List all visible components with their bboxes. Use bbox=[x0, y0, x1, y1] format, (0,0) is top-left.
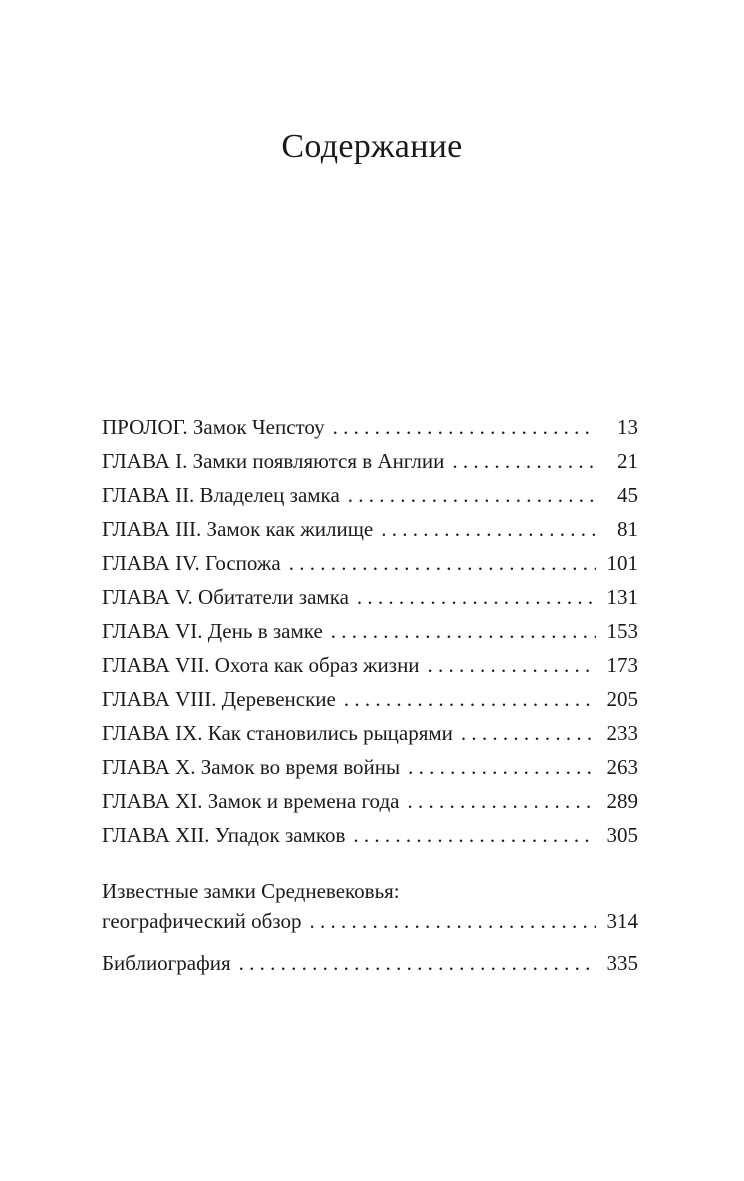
dot-leader bbox=[357, 580, 596, 614]
toc-entry-chapter-4[interactable] bbox=[102, 546, 638, 580]
toc-entry-label: ГЛАВА VIII. Деревенские bbox=[102, 687, 336, 711]
toc-entry-chapter-5[interactable] bbox=[102, 580, 638, 614]
dot-leader bbox=[452, 444, 596, 478]
toc-entry-page: 45 bbox=[617, 483, 638, 507]
toc-entry-label: Библиография bbox=[102, 951, 231, 975]
toc-entry-page: 263 bbox=[606, 755, 638, 779]
toc-entry-page: 173 bbox=[606, 653, 638, 677]
toc-entry-label-line1: Известные замки Средневековья: bbox=[102, 879, 400, 903]
toc-entry-label: ГЛАВА II. Владелец замка bbox=[102, 483, 340, 507]
toc-entry-page: 13 bbox=[617, 415, 638, 439]
toc-entry-chapter-3[interactable] bbox=[102, 512, 638, 546]
toc-entry-page: 205 bbox=[606, 687, 638, 711]
toc-entry-page: 81 bbox=[617, 517, 638, 541]
toc-entry-prologue[interactable] bbox=[102, 410, 638, 444]
dot-leader bbox=[239, 946, 596, 980]
toc-entry-label: ПРОЛОГ. Замок Чепстоу bbox=[102, 415, 325, 439]
dot-leader bbox=[428, 648, 596, 682]
toc-entry-page: 233 bbox=[606, 721, 638, 745]
dot-leader bbox=[353, 818, 596, 852]
toc-entry-chapter-6[interactable] bbox=[102, 614, 638, 648]
toc-entry-chapter-12[interactable] bbox=[102, 818, 638, 852]
toc-entry-chapter-10[interactable] bbox=[102, 750, 638, 784]
dot-leader bbox=[348, 478, 596, 512]
dot-leader bbox=[407, 784, 596, 818]
toc-entry-label: ГЛАВА X. Замок во время войны bbox=[102, 755, 401, 779]
toc-entry-appendix-line2 bbox=[102, 904, 638, 938]
table-of-contents bbox=[102, 410, 638, 980]
toc-entry-page: 289 bbox=[606, 789, 638, 813]
dot-leader bbox=[344, 682, 596, 716]
spacer bbox=[102, 852, 638, 874]
dot-leader bbox=[289, 546, 596, 580]
toc-entry-label: ГЛАВА I. Замки появляются в Англии bbox=[102, 449, 445, 473]
toc-entry-page: 305 bbox=[606, 823, 638, 847]
toc-entry-page: 153 bbox=[606, 619, 638, 643]
spacer bbox=[102, 938, 638, 946]
toc-entry-label: ГЛАВА IV. Госпожа bbox=[102, 551, 281, 575]
toc-entry-label: ГЛАВА VII. Охота как образ жизни bbox=[102, 653, 420, 677]
chapter-list bbox=[102, 410, 638, 852]
toc-entry-label: ГЛАВА XI. Замок и времена года bbox=[102, 789, 400, 813]
dot-leader bbox=[408, 750, 596, 784]
dot-leader bbox=[331, 614, 596, 648]
toc-entry-label: географический обзор bbox=[102, 909, 302, 933]
toc-entry-chapter-8[interactable] bbox=[102, 682, 638, 716]
dot-leader bbox=[333, 410, 596, 444]
toc-entry-page: 314 bbox=[606, 909, 638, 933]
toc-entry-chapter-9[interactable] bbox=[102, 716, 638, 750]
dot-leader bbox=[461, 716, 596, 750]
dot-leader bbox=[381, 512, 596, 546]
toc-entry-bibliography[interactable] bbox=[102, 946, 638, 980]
toc-entry-label: ГЛАВА III. Замок как жилище bbox=[102, 517, 374, 541]
toc-entry-label: ГЛАВА V. Обитатели замка bbox=[102, 585, 349, 609]
toc-entry-chapter-11[interactable] bbox=[102, 784, 638, 818]
toc-entry-chapter-2[interactable] bbox=[102, 478, 638, 512]
toc-entry-chapter-1[interactable] bbox=[102, 444, 638, 478]
dot-leader bbox=[309, 904, 596, 938]
page-title: Содержание bbox=[281, 128, 463, 165]
toc-entry-page: 335 bbox=[606, 951, 638, 975]
toc-entry-page: 101 bbox=[606, 551, 638, 575]
toc-entry-label: ГЛАВА XII. Упадок замков bbox=[102, 823, 346, 847]
toc-entry-page: 131 bbox=[606, 585, 638, 609]
toc-entry-label: ГЛАВА VI. День в замке bbox=[102, 619, 323, 643]
toc-entry-label: ГЛАВА IX. Как становились рыцарями bbox=[102, 721, 453, 745]
toc-entry-appendix[interactable] bbox=[102, 874, 638, 938]
toc-entry-chapter-7[interactable] bbox=[102, 648, 638, 682]
toc-entry-page: 21 bbox=[617, 449, 638, 473]
